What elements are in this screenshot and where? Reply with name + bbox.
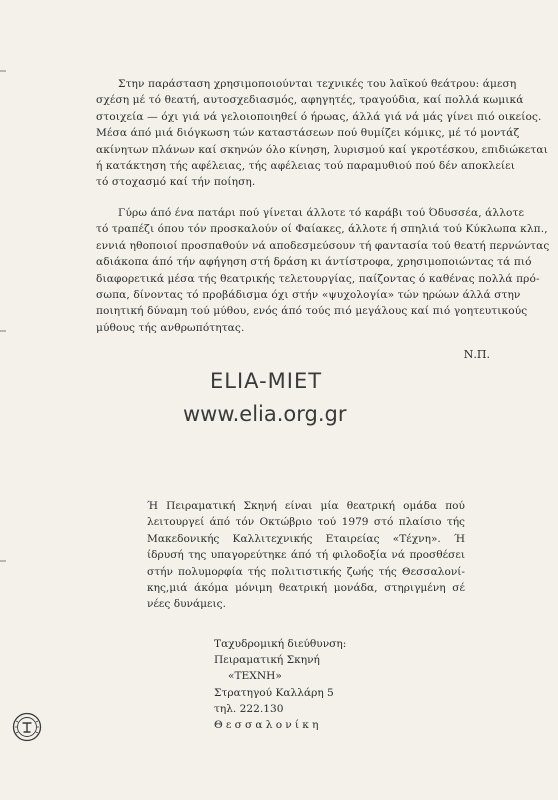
- text-line: τό τραπέζι όπου τόν προσκαλούν οί Φαίακες, άλλοτε ή σπηλιά τού Κύκλωπα κλπ.,: [96, 223, 548, 236]
- text-line: λειτουργεί άπό τόν Οκτώβριο τού 1979 στό πλαίσιο τής: [147, 516, 465, 529]
- text-line: διαφορετικά μέσα τής θεατρικής τελετουργίας, παίζοντας ό καθένας πολλά πρό-: [96, 272, 540, 285]
- text-line: Στην παράσταση χρησιμοποιούνται τεχνικές του λαϊκού θεάτρου: άμεση: [118, 78, 517, 90]
- text-line: Μέσα άπό μιά διόγκωση τών καταστάσεων πού θυμίζει κόμικς, μέ τό μοντάζ: [96, 127, 520, 140]
- library-seal-icon: [12, 712, 42, 742]
- address-org: Πειραματική Σκηνή: [214, 654, 320, 667]
- page-edge-mark: [0, 330, 6, 332]
- body-paragraph-1: [96, 76, 548, 191]
- text-line: μύθους τής ανθρωπότητας.: [96, 321, 245, 334]
- page-edge-mark: [0, 560, 6, 562]
- text-line: σχέση μέ τό θεατή, αυτοσχεδιασμός, αφηγητές, τραγούδια, καί πολλά κωμικά: [96, 94, 524, 107]
- about-paragraph: [147, 498, 465, 613]
- text-line: ακίνητων πλάνων καί σκηνών όλο κίνηση, λυρισμού καί γκροτέσκου, επιδιώκεται: [96, 143, 548, 156]
- text-line: ίδρυσή της υπαγορεύτηκε άπό τή φιλοδοξία νά προσθέσει: [147, 549, 465, 562]
- page-edge-mark: [0, 70, 6, 72]
- text-line: στοιχεία — όχι γιά νά γελοιοποιηθεί ό ήρωας, άλλά γιά νά μάς γίνει πιό οικείος.: [96, 110, 542, 123]
- text-line: Μακεδονικής Καλλιτεχνικής Εταιρείας «Τέχνη». Ή: [147, 532, 465, 545]
- text-line: ή κατάκτηση τής αφέλειας, τής αφέλειας τού παραμυθιού πού δέν αποκλείει: [96, 160, 516, 173]
- text-line: εννιά ηθοποιοί προσπαθούν νά αποδεσμεύσουν τή φαντασία τού θεατή περνώντας: [96, 239, 550, 252]
- text-line: νέες δυνάμεις.: [147, 598, 226, 611]
- text-line: σωπα, δίνοντας τό προβάδισμα όχι στήν «ψυχολογία» τών ηρώων άλλά στην: [96, 289, 521, 302]
- text-line: Γύρω άπό ένα πατάρι πού γίνεται άλλοτε τό καράβι τού Όδυσσέα, άλλοτε: [118, 207, 525, 219]
- text-line: αδιάκοπα άπό τήν αφήγηση στή δράση κι άντίστροφα, χρησιμοποιώντας τά πιό: [96, 256, 532, 269]
- postal-address: [214, 636, 384, 733]
- address-group: «ΤΕΧΝΗ»: [228, 670, 282, 683]
- text-line: κης,μιά άκόμα μόνιμη θεατρική μονάδα, στηριγμένη σέ: [147, 582, 465, 595]
- author-signature: Ν.Π.: [463, 348, 490, 361]
- text-line: στήν πολυμορφία τής πολιτιστικής ζωής τής Θεσσαλονί-: [147, 565, 465, 578]
- text-line: τό στοχασμό καί τήν ποίηση.: [96, 176, 256, 189]
- body-paragraph-2: [96, 205, 550, 336]
- text-line: Ή Πειραματική Σκηνή είναι μία θεατρική ομάδα πού: [147, 500, 465, 512]
- address-phone: τηλ. 222.130: [214, 702, 284, 715]
- address-label: Ταχυδρομική διεύθυνση:: [214, 638, 347, 650]
- watermark-title: ELIA-MIET: [210, 369, 323, 393]
- watermark-url: www.elia.org.gr: [183, 402, 347, 426]
- address-street: Στρατηγού Καλλάρη 5: [214, 686, 334, 699]
- address-city: Θεσσαλονίκη: [214, 719, 322, 732]
- text-line: ποιητική δύναμη τού μύθου, ενός άπό τούς πιό μεγάλους καί πιό γοητευτικούς: [96, 305, 528, 318]
